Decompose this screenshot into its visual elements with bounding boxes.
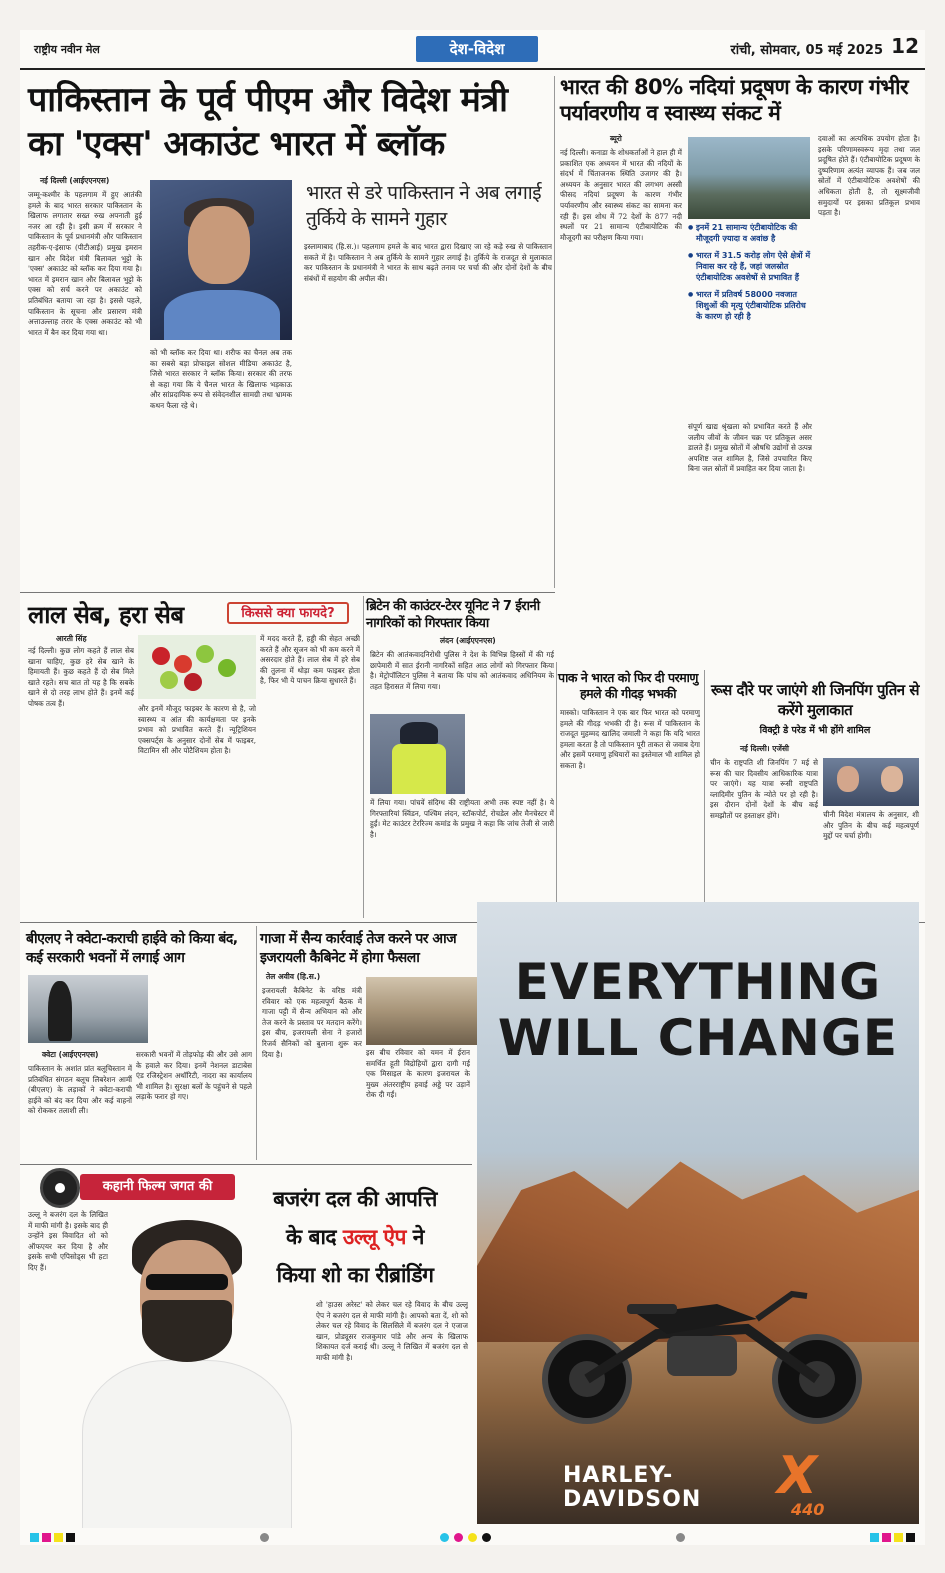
film-section-tag: कहानी फिल्म जगत की bbox=[80, 1174, 235, 1200]
pak-nuclear-headline: पाक ने भारत को फिर दी परमाणु हमले की गीदड़ भभकी bbox=[558, 670, 698, 701]
column-rule bbox=[704, 670, 705, 918]
black-swatch bbox=[66, 1533, 75, 1542]
magenta-dot bbox=[454, 1533, 463, 1542]
article2-col2: संपूर्ण खाद्य श्रृंखला को प्रभावित करते हैं और जलीय जीवों के जीवन चक्र पर प्रतिकूल असर डालते हैं। प्रमुख स्रोतों में औषधि उद्योगों से उत्पन्न अपशिष्ट जल शामिल है, जिसे उपचारित किए बिना जल स्रोतों में प्रवाहित कर दिया जाता है। bbox=[688, 422, 812, 474]
polluted-river-photo bbox=[688, 137, 810, 219]
imran-khan-photo bbox=[150, 180, 292, 340]
lal-seb-byline: आरती सिंह bbox=[56, 634, 87, 643]
film-headline-line3: किया शो का रीब्रांडिंग bbox=[276, 1263, 434, 1287]
article1-col3: इस्लामाबाद (हि.स.)। पहलगाम हमले के बाद भारत द्वारा दिखाए जा रहे कड़े रुख से पाकिस्तान सकते में है। पाकिस्तान ने अब तुर्किये के सामने गुहार लगाई है। तुर्किये के राजदूत से मुलाकात कर पाकिस्तान के प्रधानमंत्री ने भारत के साथ बढ़ते तनाव पर चर्चा की और दोनों देशों के बीच संबंधों में सहयोग की अपील की। bbox=[304, 242, 552, 283]
film-col1: उल्लू ने बजरंग दल के लिखित में माफी मांगी है। इसके बाद ही उन्होंने इस विवादित शो को ऑफएयर कर दिया है और इसके सभी एपिसोड्स भी हटा दिए हैं। bbox=[28, 1210, 108, 1272]
article2-col3: दवाओं का अत्यधिक उपयोग होता है। इसके परिणामस्वरूप मृदा तथा जल प्रदूषित होते हैं। एंटीबायोटिक प्रदूषण के दुष्परिणाम अत्यंत व्यापक हैं। जब जल स्रोतों में एंटीबायोटिक अवशेषों की अधिकता होती है, तो सूक्ष्मजीवी समुदायों पर इसका प्रतिकूल प्रभाव पड़ता है। bbox=[818, 134, 920, 218]
britain-col2: में लिया गया। पांचवें संदिग्ध की राष्ट्रीयता अभी तक स्पष्ट नहीं है। ये गिरफ्तारियां स्विंडन, पश्चिम लंदन, स्टॉकपोर्ट, रोचडेल और मैनचेस्टर में हुईं। मेट काउंटर टेररिज्म कमांड के प्रमुख ने कहा कि जांच तेजी से जारी है। bbox=[370, 798, 554, 839]
yellow-swatch bbox=[54, 1533, 63, 1542]
lal-seb-tag: किससे क्या फायदे? bbox=[227, 602, 349, 624]
column-rule bbox=[363, 596, 364, 918]
article1-subhead: भारत से डरे पाकिस्तान ने अब लगाई तुर्किये के सामने गुहार bbox=[306, 182, 542, 230]
ad-brand-line1: HARLEY- bbox=[563, 1463, 674, 1488]
gaza-col2: इस बीच रविवार को यमन में ईरान समर्थित हूती विद्रोहियों द्वारा दागी गई एक मिसाइल के कारण इजरायल के मुख्य अंतरराष्ट्रीय हवाई अड्डे पर उड़ानें रोक दी गईं। bbox=[366, 1048, 470, 1100]
paper-name: राष्ट्रीय नवीन मेल bbox=[34, 43, 100, 56]
column-rule bbox=[554, 76, 555, 588]
harley-davidson-ad[interactable] bbox=[477, 902, 919, 1524]
ad-slogan-line1: EVERYTHING bbox=[514, 953, 882, 1011]
page-number: 12 bbox=[891, 34, 919, 58]
black-dot bbox=[482, 1533, 491, 1542]
xi-putin-col2: चीनी विदेश मंत्रालय के अनुसार, शी और पुतिन के बीच कई महत्वपूर्ण मुद्दों पर चर्चा होगी। bbox=[823, 810, 919, 841]
police-officer-photo bbox=[370, 714, 465, 794]
registration-mark bbox=[260, 1533, 269, 1542]
ad-brand bbox=[563, 1464, 701, 1512]
gaza-headline: गाजा में सैन्य कार्रवाई तेज करने पर आज इजरायली कैबिनेट में होगा फैसला bbox=[260, 931, 457, 966]
masthead bbox=[20, 30, 925, 70]
bla-col1: पाकिस्तान के अशांत प्रांत बलूचिस्तान में प्रतिबंधित संगठन बलूच लिबरेशन आर्मी (बीएलए) के लड़ाकों ने क्वेटा-कराची हाईवे को बंद कर दिया और कई वाहनों को रोककर तलाशी ली। bbox=[28, 1064, 132, 1116]
ad-model-x: X bbox=[777, 1446, 818, 1506]
dateline: रांची, सोमवार, 05 मई 2025 bbox=[730, 43, 883, 58]
film-reel-icon bbox=[40, 1168, 80, 1208]
gaza-byline: तेल अवीव (हि.स.) bbox=[266, 972, 321, 981]
film-headline-part: ने bbox=[412, 1225, 424, 1249]
article1-col2: को भी ब्लॉक कर दिया था। शरीफ का चैनल अब तक का सबसे बड़ा प्रोफाइल सोशल मीडिया अकाउंट है, जिसे भारत सरकार ने ब्लॉक किया। सरकार की तरफ से कहा गया कि ये चैनल भारत के खिलाफ भड़काऊ और सांप्रदायिक रूप से संवेदनशील सामग्री तथा भ्रामक कथन फैला रहे थे। bbox=[150, 348, 292, 410]
article2-headline: भारत की 80% नदियां प्रदूषण के कारण गंभीर पर्यावरणीय व स्वास्थ्य संकट में bbox=[560, 75, 909, 125]
section-rule bbox=[20, 592, 555, 593]
film-headline-part: के बाद bbox=[286, 1225, 337, 1249]
gaza-col1: इजरायली कैबिनेट के वरिष्ठ मंत्री रविवार को एक महत्वपूर्ण बैठक में गाजा पट्टी में सैन्य अभियान को और तेज करने के प्रस्ताव पर मतदान करेंगे। इस बीच, इजरायली सेना ने हजारों रिजर्व सैनिकों को बुलाना शुरू कर दिया है। bbox=[262, 986, 362, 1059]
ad-model bbox=[777, 1446, 825, 1519]
xi-putin-subhead: विक्ट्री डे परेड में भी होंगे शामिल bbox=[759, 725, 871, 736]
ad-slogan bbox=[493, 954, 903, 1066]
film-col2: शो 'हाउस अरेस्ट' को लेकर चल रहे विवाद के बीच उल्लू ऐप ने बजरंग दल से माफी मांगी है। आपको बता दें, शो को लेकर चल रहे विवाद के सिलसिले में बजरंग दल ने एजाज खान, प्रोड्यूसर राजकुमार पांडे और अन्य के खिलाफ शिकायत दर्ज कराई थी। उल्लू ने लिखित में बजरंग दल से माफी मांगी है। bbox=[316, 1300, 468, 1362]
article2-byline: ब्यूरो bbox=[610, 134, 622, 143]
xi-putin-photo bbox=[823, 758, 919, 806]
highlight-item: ● भारत में प्रतिवर्ष 58000 नवजात शिशुओं की मृत्यु एंटीबायोटिक प्रतिरोध के कारण हो रही है bbox=[688, 289, 812, 322]
gaza-photo bbox=[366, 977, 484, 1045]
column-rule bbox=[556, 662, 557, 918]
ad-slogan-line2: WILL CHANGE bbox=[497, 1009, 899, 1067]
film-headline-line1: बजरंग दल की आपत्ति bbox=[273, 1187, 437, 1211]
lal-seb-col3: में मदद करते हैं, हड्डी की सेहत अच्छी करते हैं और सूजन को भी कम करने में असरदार होते हैं। लाल सेब में हरे सेब की तुलना में थोड़ा कम फाइबर होता है, फिर भी ये पाचन क्रिया सुधारते हैं। bbox=[260, 634, 360, 686]
xi-putin-col1: चीन के राष्ट्रपति शी जिनपिंग 7 मई से रूस की चार दिवसीय आधिकारिक यात्रा पर जाएंगे। यह यात्रा रूसी राष्ट्रपति व्लादिमीर पुतिन के न्योते पर हो रही है। इस दौरान दोनों देशों के बीच कई समझौतों पर हस्ताक्षर होंगे। bbox=[710, 758, 818, 820]
magenta-swatch bbox=[42, 1533, 51, 1542]
cyan-swatch bbox=[30, 1533, 39, 1542]
cyan-dot bbox=[440, 1533, 449, 1542]
yellow-dot bbox=[468, 1533, 477, 1542]
article1-byline: नई दिल्ली (आईएएनएस) bbox=[40, 176, 110, 185]
black-swatch bbox=[906, 1533, 915, 1542]
lal-seb-col2: और इनमें मौजूद फाइबर के कारण से है, जो स्वास्थ्य व आंत की कार्यक्षमता पर इनके प्रभाव को प्रभावित करते हैं। न्यूट्रिशियन एक्सपर्ट्स के अनुसार दोनों सेब में फाइबर, विटामिन सी और पोटैशियम होता है। bbox=[138, 704, 256, 756]
xi-putin-byline: नई दिल्ली। एजेंसी bbox=[740, 744, 789, 753]
britain-col1: ब्रिटेन की आतंकवादनिरोधी पुलिस ने देश के विभिन्न हिस्सों में की गई छापेमारी में सात ईरानी नागरिकों सहित आठ लोगों को गिरफ्तार किया है। मेट्रोपॉलिटन पुलिस ने बताया कि पांच को आतंकवाद अधिनियम के तहत हिरासत में लिया गया। bbox=[370, 650, 554, 691]
lal-seb-headline: लाल सेब, हरा सेब bbox=[28, 601, 184, 629]
ad-brand-line2: DAVIDSON bbox=[563, 1487, 702, 1512]
bla-headline: बीएलए ने क्वेटा-कराची हाईवे को किया बंद, कई सरकारी भवनों में लगाई आग bbox=[26, 931, 238, 966]
cyan-swatch bbox=[870, 1533, 879, 1542]
lal-seb-col1: नई दिल्ली। कुछ लोग कहते हैं लाल सेब खाना चाहिए, कुछ हरे सेब खाने के हिमायती हैं। कुछ कहते हैं दो सेब मिले खाते रहते। सच बात तो यह है कि सबके खाने से दो तरह लाभ होते हैं। इनमें कई पोषक तत्व हैं। bbox=[28, 646, 134, 708]
apples-photo bbox=[138, 635, 256, 699]
article2-col1: नई दिल्ली। कनाडा के शोधकर्ताओं ने हाल ही में प्रकाशित एक अध्ययन में भारत की नदियों के संदर्भ में चिंताजनक स्थिति उजागर की है। अध्ययन के अनुसार भारत की लगभग अस्सी फीसद नदियां प्रदूषण के कारण गंभीर पर्यावरणीय और स्वास्थ्य संकट का सामना कर रही हैं। इस शोध में 72 देशों के 877 नदी स्थलों पर 21 सामान्य एंटीबायोटिक की मौजूदगी का परीक्षण किया गया। bbox=[560, 148, 682, 242]
article1-headline: पाकिस्तान के पूर्व पीएम और विदेश मंत्री का 'एक्स' अकाउंट भारत में ब्लॉक bbox=[28, 80, 508, 164]
yellow-swatch bbox=[894, 1533, 903, 1542]
ad-model-number: 440 bbox=[791, 1500, 825, 1519]
britain-byline: लंदन (आईएएनएस) bbox=[440, 636, 496, 645]
section-rule bbox=[20, 1164, 472, 1165]
bla-byline: क्वेटा (आईएएनएस) bbox=[42, 1050, 99, 1059]
highlight-item: ● भारत में 31.5 करोड़ लोग ऐसे क्षेत्रों में निवास कर रहे हैं, जहां जलस्रोत एंटीबायोटिक अवशेषों से प्रभावित हैं bbox=[688, 250, 812, 283]
motorcycle-image bbox=[517, 1274, 887, 1424]
xi-putin-headline: रूस दौरे पर जाएंगे शी जिनपिंग पुतिन से करेंगे मुलाकात bbox=[711, 681, 919, 719]
column-rule bbox=[256, 926, 257, 1160]
bla-col2: सरकारी भवनों में तोड़फोड़ की और उसे आग के हवाले कर दिया। इनमें नेशनल डाटाबेस एंड रजिस्ट्रेशन अथॉरिटी, नादरा का कार्यालय भी शामिल है। सुरक्षा बलों के पहुंचने से पहले लड़ाके फरार हो गए। bbox=[136, 1050, 252, 1102]
bla-photo bbox=[28, 975, 148, 1043]
highlight-item: ● इनमें 21 सामान्य एंटीबायोटिक की मौजूदगी ज़्यादा व अवांछ है bbox=[688, 222, 812, 244]
registration-mark bbox=[676, 1533, 685, 1542]
section-label: देश-विदेश bbox=[416, 36, 538, 62]
britain-headline: ब्रिटेन की काउंटर-टेरर यूनिट ने 7 ईरानी नागरिकों को गिरफ्तार किया bbox=[366, 599, 540, 631]
newspaper-page bbox=[20, 30, 925, 1545]
film-headline-highlight: उल्लू ऐप bbox=[342, 1225, 406, 1249]
magenta-swatch bbox=[882, 1533, 891, 1542]
pak-nuclear-col1: मास्को। पाकिस्तान ने एक बार फिर भारत को परमाणु हमले की गीदड़ भभकी दी है। रूस में पाकिस्तान के राजदूत मुहम्मद खालिद जमाली ने कहा कि यदि भारत हमला करता है तो पाकिस्तान पूरी ताकत से जवाब देगा और इसमें परमाणु हथियारों का इस्तेमाल भी शामिल हो सकता है। bbox=[560, 708, 700, 770]
article1-col1: जम्मू-कश्मीर के पहलगाम में हुए आतंकी हमले के बाद भारत सरकार पाकिस्तान के खिलाफ लगातार सख्त रुख अपनाती हुई नजर आ रही है। इसी क्रम में सरकार ने पाकिस्तान के पूर्व प्रधानमंत्री और पाकिस्तान तहरीक-ए-इंसाफ (पीटीआई) प्रमुख इमरान खान और विदेश मंत्री बिलावल भुट्टो के 'एक्स' अकाउंट को ब्लॉक कर दिया गया है। भारत में इमरान खान और बिलावल भुट्टो के एक्स को सर्च करने पर अकाउंट को प्रतिबंधित बताया जा रहा है। इससे पहले, पाकिस्तान के सूचना और प्रसारण मंत्री अत्ताउल्लाह तरार के एक्स अकाउंट को भी भारत में बैन कर दिया गया था। bbox=[28, 190, 142, 337]
print-color-bar bbox=[20, 1530, 925, 1545]
article2-highlights bbox=[688, 222, 812, 328]
